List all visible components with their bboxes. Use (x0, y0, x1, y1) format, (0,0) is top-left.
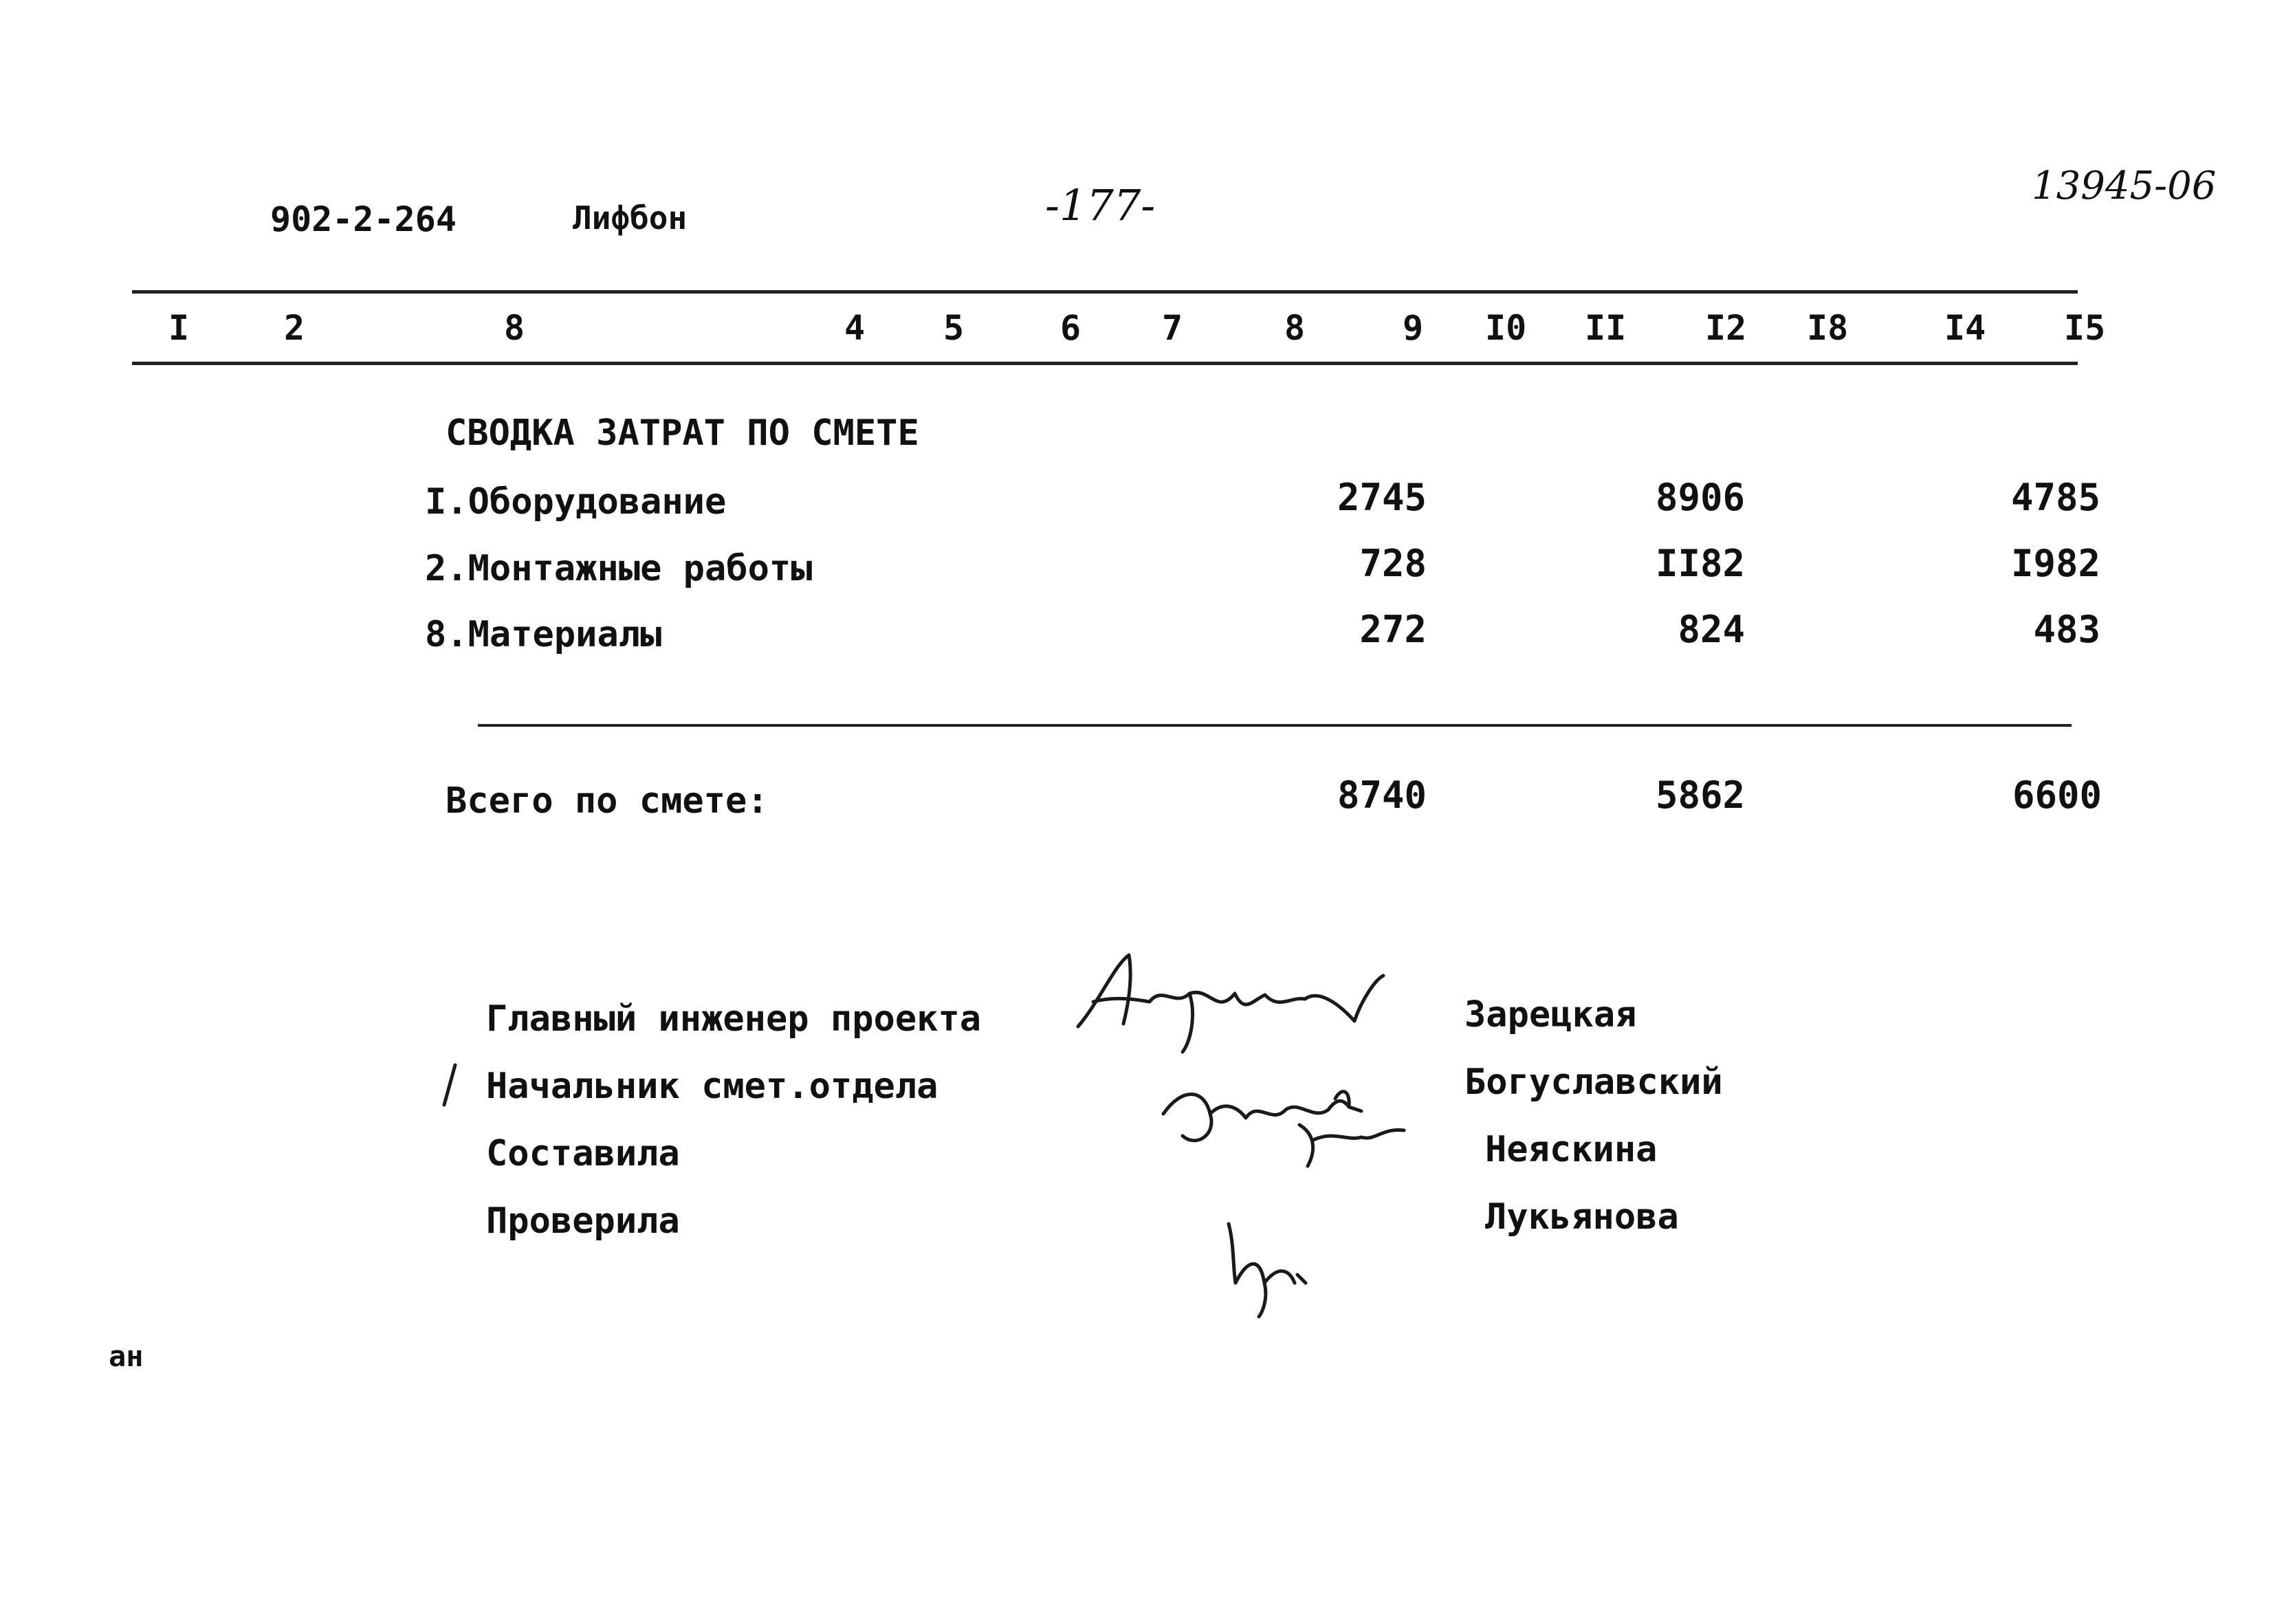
handwritten-signature (1220, 1217, 1330, 1320)
footer-mark: ан (109, 1339, 144, 1373)
column-number: I8 (1807, 308, 1849, 348)
row-value-col12: 824 (1678, 608, 1745, 651)
document-title: Лифбон (573, 199, 688, 237)
row-value-col9: 272 (1359, 608, 1427, 651)
total-value-col12: 5862 (1655, 773, 1745, 817)
column-number: 9 (1403, 308, 1424, 348)
project-code: 902-2-264 (270, 199, 457, 239)
row-value-col15: 483 (2033, 608, 2100, 651)
row-value-col15: 4785 (2010, 476, 2100, 519)
handwritten-signature (1073, 952, 1416, 1055)
summary-title: СВОДКА ЗАТРАТ ПО СМЕТЕ (446, 413, 919, 454)
column-number: I (168, 308, 190, 348)
row-value-col9: 2745 (1337, 476, 1427, 519)
signature-name: Неяскина (1485, 1129, 1658, 1170)
column-number: II (1585, 308, 1627, 348)
signature-role: Главный инженер проекта (486, 998, 982, 1040)
total-value-col9: 8740 (1337, 773, 1427, 817)
column-number: 8 (1284, 308, 1306, 348)
column-number: 7 (1162, 308, 1183, 348)
signature-role: Проверила (486, 1200, 680, 1242)
signature-name: Зарецкая (1464, 994, 1637, 1035)
row-value-col12: 8906 (1655, 476, 1745, 519)
row-label: I.Оборудование (425, 481, 727, 523)
archive-code: 13945-06 (2032, 164, 2217, 208)
column-number: 8 (504, 308, 525, 348)
signature-role: Составила (486, 1133, 680, 1174)
margin-tick-mark (440, 1062, 461, 1110)
column-number: I4 (1944, 308, 1986, 348)
row-value-col15: I982 (2010, 542, 2100, 585)
total-value-col15: 6600 (2012, 773, 2102, 817)
column-number: 2 (284, 308, 305, 348)
header-top-rule (132, 290, 2078, 294)
row-label: 2.Монтажные работы (425, 548, 813, 589)
page-number: -177- (1045, 180, 1156, 230)
row-value-col12: II82 (1655, 542, 1745, 585)
total-label: Всего по смете: (446, 780, 769, 822)
signature-name: Богуславский (1464, 1062, 1723, 1103)
row-value-col9: 728 (1359, 542, 1427, 585)
column-number: 6 (1060, 308, 1081, 348)
handwritten-signature (1155, 1059, 1444, 1169)
signature-name: Лукьянова (1485, 1196, 1679, 1238)
column-number: 5 (943, 308, 965, 348)
column-number: I5 (2064, 308, 2106, 348)
row-label: 8.Материалы (425, 614, 662, 655)
column-number: I2 (1705, 308, 1747, 348)
column-number: 4 (844, 308, 866, 348)
column-number: I0 (1485, 308, 1527, 348)
header-bottom-rule (132, 362, 2078, 365)
signature-role: Начальник смет.отдела (486, 1066, 938, 1107)
total-rule (478, 724, 2072, 727)
